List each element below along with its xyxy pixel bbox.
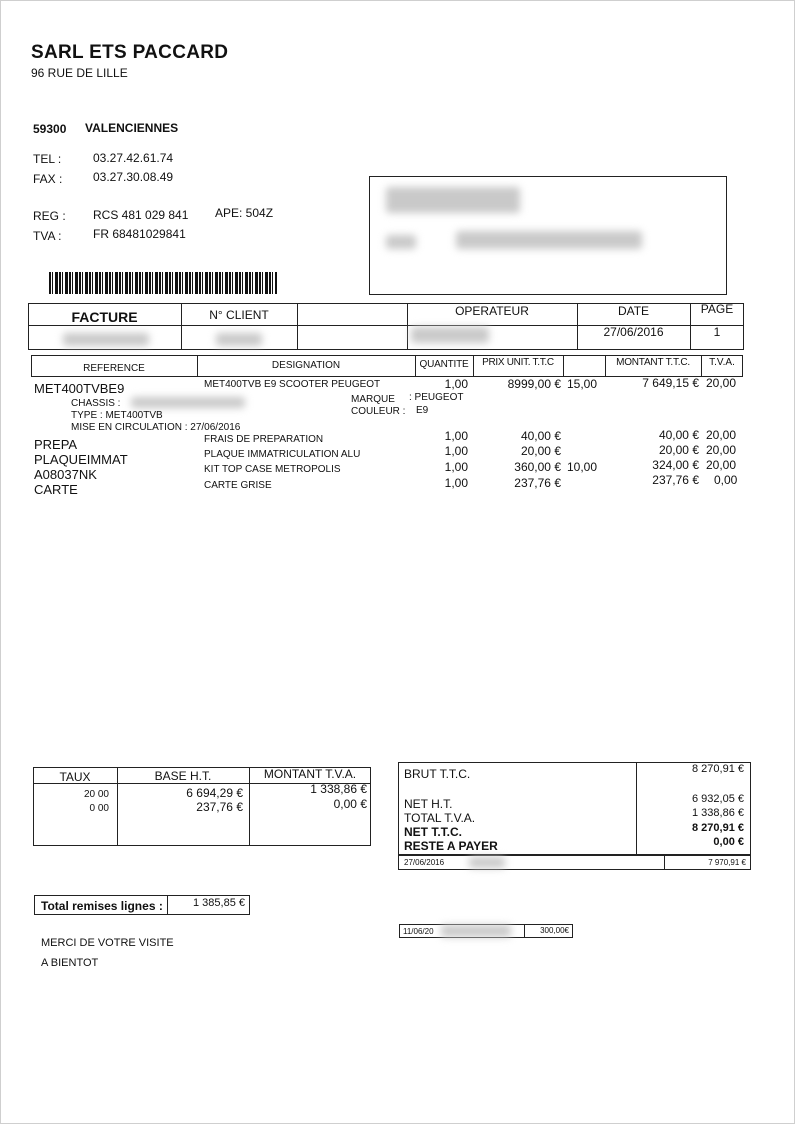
item-tva: 20,00	[706, 376, 737, 390]
net-ht-label: NET H.T.	[404, 797, 453, 811]
net-ttc-label: NET T.T.C.	[404, 825, 463, 839]
payment-amount: 7 970,91 €	[708, 858, 746, 867]
item-tva: 20,00	[706, 458, 737, 472]
client-number-redacted	[216, 333, 262, 346]
operateur-label: OPERATEUR	[455, 304, 529, 318]
item-ref: CARTE	[34, 482, 78, 497]
client-label: N° CLIENT	[209, 308, 269, 322]
couleur-value: E9	[416, 405, 429, 416]
page-number: 1	[713, 325, 721, 339]
footer-thanks: MERCI DE VOTRE VISITE	[41, 937, 174, 949]
fax-label: FAX :	[33, 172, 63, 186]
couleur-label: COULEUR :	[351, 406, 406, 417]
item-qty: 1,00	[444, 476, 468, 490]
item-designation: PLAQUE IMMATRICULATION ALU	[204, 449, 361, 460]
col-tva: T.V.A.	[709, 357, 735, 368]
barcode	[49, 272, 277, 294]
item-designation: FRAIS DE PREPARATION	[204, 434, 324, 445]
reg-value: RCS 481 029 841	[93, 208, 189, 222]
remises-label: Total remises lignes :	[41, 899, 163, 913]
tax-rate: 0 00	[89, 803, 109, 814]
total-tva-value: 1 338,86 €	[692, 807, 744, 819]
operator-redacted	[411, 327, 489, 343]
item-ref: PLAQUEIMMAT	[34, 452, 128, 467]
fax-value: 03.27.30.08.49	[93, 170, 174, 184]
item-qty: 1,00	[444, 444, 468, 458]
company-name: SARL ETS PACCARD	[31, 42, 229, 63]
company-city: VALENCIENNES	[85, 121, 179, 135]
company-street: 96 RUE DE LILLE	[31, 66, 128, 80]
payment-redacted	[469, 857, 505, 868]
item-amount: 40,00 €	[658, 428, 699, 442]
col-reference: REFERENCE	[83, 363, 145, 374]
item-qty: 1,00	[444, 429, 468, 443]
invoice-date: 27/06/2016	[603, 325, 664, 339]
item-designation: CARTE GRISE	[204, 480, 272, 491]
brut-label: BRUT T.T.C.	[404, 767, 471, 781]
tva-value: FR 68481029841	[93, 227, 186, 241]
tel-label: TEL :	[33, 152, 62, 166]
col-montant: MONTANT T.T.C.	[616, 357, 690, 368]
payment-date: 11/06/20	[403, 927, 434, 936]
item-price: 360,00 €	[514, 460, 561, 474]
tax-base: 6 694,29 €	[186, 786, 243, 800]
tax-rate: 20 00	[83, 789, 109, 800]
remises-value: 1 385,85 €	[193, 897, 245, 909]
item-ref: A08037NK	[34, 467, 97, 482]
circulation-label: MISE EN CIRCULATION : 27/06/2016	[71, 422, 241, 433]
net-ht-value: 6 932,05 €	[692, 793, 744, 805]
item-remise: 15,00	[567, 377, 598, 391]
footer-goodbye: A BIENTOT	[41, 957, 99, 969]
reste-value: 0,00 €	[713, 836, 744, 848]
item-tva: 0,00	[714, 473, 738, 487]
company-postcode: 59300	[33, 122, 67, 136]
type-label: TYPE : MET400TVB	[71, 410, 163, 421]
tax-amount: 0,00 €	[333, 797, 367, 811]
tva-label: TVA :	[33, 229, 62, 243]
item-price: 8999,00 €	[507, 377, 561, 391]
item-price: 237,76 €	[514, 476, 561, 490]
facture-title: FACTURE	[71, 309, 138, 325]
customer-address-box	[369, 176, 727, 295]
brut-value: 8 270,91 €	[692, 763, 744, 775]
item-ref: PREPA	[34, 437, 78, 452]
col-quantite: QUANTITE	[419, 359, 469, 370]
ape-value: APE: 504Z	[215, 206, 274, 220]
col-designation: DESIGNATION	[271, 360, 341, 371]
marque-value: : PEUGEOT	[409, 392, 464, 403]
item-price: 20,00 €	[520, 444, 561, 458]
page-label: PAGE	[700, 302, 734, 316]
col-prix: PRIX UNIT. T.T.C	[482, 357, 554, 368]
marque-label: MARQUE	[351, 394, 395, 405]
total-tva-label: TOTAL T.V.A.	[404, 811, 476, 825]
facture-number-redacted	[63, 333, 149, 346]
item-tva: 20,00	[706, 428, 737, 442]
chassis-redacted	[131, 397, 245, 408]
item-qty: 1,00	[444, 460, 468, 474]
tax-amount: 1 338,86 €	[310, 782, 367, 796]
item-amount: 237,76 €	[652, 473, 699, 487]
item-tva: 20,00	[706, 443, 737, 457]
reste-label: RESTE A PAYER	[404, 839, 498, 853]
item-ref: MET400TVBE9	[34, 381, 125, 396]
net-ttc-value: 8 270,91 €	[692, 822, 744, 834]
item-price: 40,00 €	[520, 429, 561, 443]
date-label: DATE	[617, 304, 650, 318]
item-remise: 10,00	[567, 460, 598, 474]
reg-label: REG :	[33, 209, 66, 223]
tax-col-taux: TAUX	[59, 770, 91, 784]
tax-col-montant: MONTANT T.V.A.	[263, 767, 357, 781]
item-amount: 7 649,15 €	[642, 376, 699, 390]
tax-col-base: BASE H.T.	[154, 769, 212, 783]
item-amount: 324,00 €	[652, 458, 699, 472]
chassis-label: CHASSIS :	[71, 398, 121, 409]
payment-date: 27/06/2016	[404, 858, 445, 867]
item-designation: MET400TVB E9 SCOOTER PEUGEOT	[204, 379, 381, 390]
item-amount: 20,00 €	[658, 443, 699, 457]
tax-base: 237,76 €	[196, 800, 243, 814]
item-designation: KIT TOP CASE METROPOLIS	[204, 464, 341, 475]
item-qty: 1,00	[444, 377, 468, 391]
tel-value: 03.27.42.61.74	[93, 151, 174, 165]
payment-redacted	[441, 925, 511, 937]
payment-amount: 300,00€	[540, 926, 569, 935]
